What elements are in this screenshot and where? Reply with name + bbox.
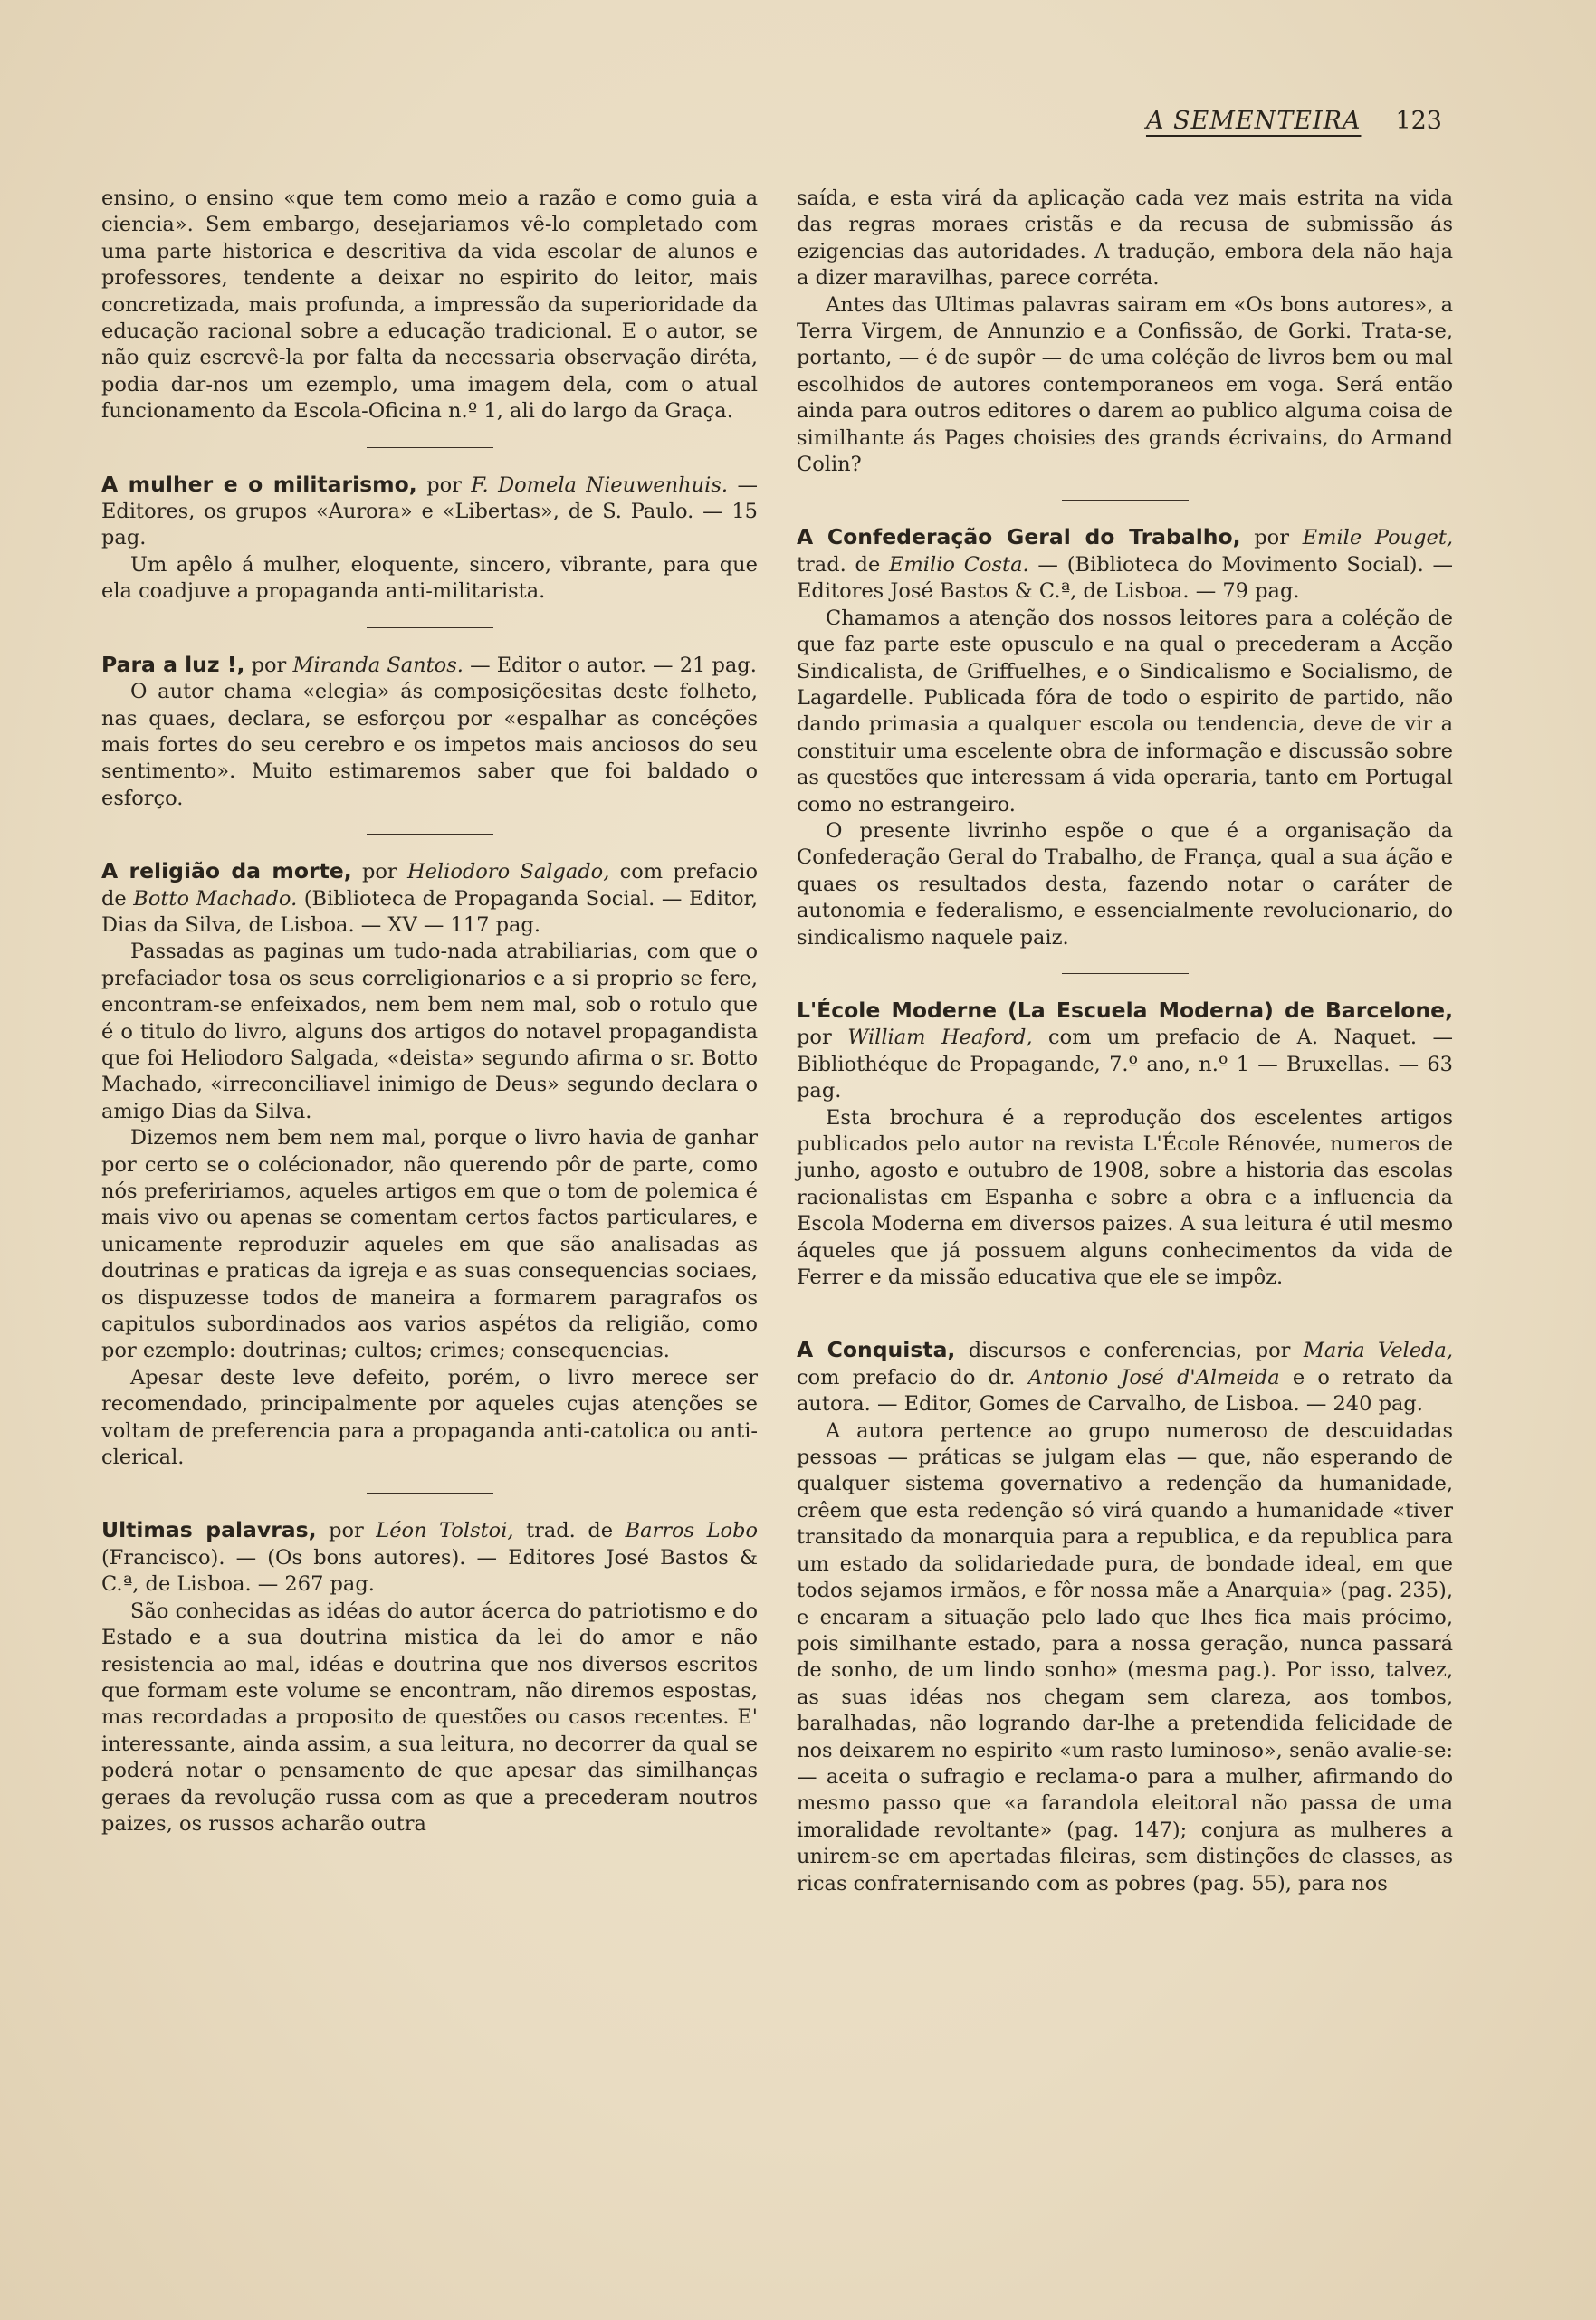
review-entry-ecole-moderne: [797, 998, 1453, 1291]
entry-heading: [101, 472, 758, 552]
entry-details-pre: com prefacio do dr.: [797, 1365, 1016, 1389]
entry-author: Miranda Santos.: [292, 653, 464, 677]
entry-title: Para a luz !,: [101, 651, 245, 677]
entry-title: A Conquista,: [797, 1337, 956, 1363]
entry-details: (Biblioteca de Propaganda Social. — Editor, Dias da Silva, de Lisboa. — XV — 117 pag.: [101, 886, 758, 937]
entry-by: por: [329, 1519, 364, 1543]
separator-rule: [367, 447, 493, 448]
entry-details: e o retrato da autora. — Editor, Gomes de Carvalho, de Lisboa. — 240 pag.: [797, 1365, 1454, 1417]
entry-paragraph: O presente livrinho espõe o que é a organisação da Confederação Geral do Trabalho, de França, qual a sua áção e quaes os resultados desta, fazendo notar o caráter de autonomia e federalismo, e essencialmente revolucionario, do sindicalismo naquele paiz.: [797, 818, 1453, 950]
entry-heading: [797, 1337, 1453, 1418]
entry-paragraph: Passadas as paginas um tudo-nada atrabiliarias, com que o prefaciador tosa os seus correligionarios e a si proprio se fere, encontram-se enfeixados, nem bem nem mal, sob o rotulo que é o titulo do livro, alguns dos artigos do notavel propagandista que foi Heliodoro Salgada, «deista» segundo afirma o sr. Botto Machado, «irreconciliavel inimigo de Deus» segundo declara o amigo Dias da Silva.: [101, 940, 758, 1123]
entry-paragraph: Dizemos nem bem nem mal, porque o livro havia de ganhar por certo se o colécionador, não querendo pôr de parte, como nós prefeririamos, aqueles artigos em que o tom de polemica é mais vivo ou apenas se comentam certos factos particulares, e unicamente reproduzir aqueles em que são analisadas as doutrinas e praticas da igreja e as suas consequencias sociaes, os dispuzesse todos de maneira a formarem paragrafos os capitulos subordinados aos varios aspétos da religião, como por ezemplo: doutrinas; cultos; crimes; consequencias.: [101, 1126, 758, 1363]
entry-heading: [797, 998, 1453, 1105]
entry-by: por: [426, 473, 462, 497]
separator-rule: [367, 1493, 493, 1494]
review-entry-religiao-da-morte: [101, 858, 758, 1471]
publication-title: A SEMENTEIRA: [1145, 107, 1362, 135]
opening-paragraph: saída, e esta virá da aplicação cada vez mais estrita na vida das regras moraes cristãs e da recusa de submissão ás ezigencias das autoridades. A tradução, embora dela não haja a dizer maravilhas, parece corréta.: [797, 186, 1453, 291]
entry-details-pre: trad. de: [526, 1519, 614, 1543]
left-column: [101, 186, 758, 1838]
entry-author-secondary: Antonio José d'Almeida: [1027, 1365, 1280, 1389]
entry-by: discursos e conferencias, por: [968, 1339, 1291, 1363]
review-entry-mulher-militarismo: [101, 472, 758, 606]
entry-details: (Francisco). — (Os bons autores). — Editores José Bastos & C.ª, de Lisboa. — 267 pag.: [101, 1545, 758, 1597]
entry-heading: [101, 858, 758, 939]
entry-paragraph: Chamamos a atenção dos nossos leitores para a coléção de que faz parte este opusculo e na qual o precederam a Acção Sindicalista, de Griffuelhes, e o Sindicalismo e Socialismo, de Lagardelle. Publicada fóra de todo o espirito de partido, não dando primasia a qualquer escola ou tendencia, deve de vir a constituir uma escelente obra de informação e discussão sobre as questões que interessam á vida operaria, tanto em Portugal como no estrangeiro.: [797, 606, 1453, 816]
entry-details: — Editor o autor. — 21 pag.: [470, 653, 757, 677]
entry-author: F. Domela Nieuwenhuis.: [471, 473, 729, 497]
entry-title: A religião da morte,: [101, 858, 352, 884]
right-column: [797, 186, 1453, 1897]
separator-rule: [1062, 500, 1189, 501]
opening-paragraph: Antes das Ultimas palavras sairam em «Os bons autores», a Terra Virgem, de Annunzio e a Confissão, de Gorki. Trata-se, portanto, — é de supôr — de uma coléção de livros bem ou mal escolhidos de autores contemporaneos em voga. Será então ainda para outros editores o darem ao publico alguma coisa de similhante ás Pages choisies des grands écrivains, do Armand Colin?: [797, 292, 1453, 477]
running-header: [1146, 107, 1442, 135]
entry-author: Emile Pouget,: [1302, 526, 1454, 550]
opening-paragraph: ensino, o ensino «que tem como meio a razão e como guia a ciencia». Sem embargo, desejariamos vê-lo completado com uma parte historica e descritiva da vida escolar de alunos e professores, tendente a deixar no espirito do leitor, mais concretizada, mais profunda, a impressão da superioridade da educação racional sobre a educação tradicional. E o autor, se não quiz escrevê-la por falta da necessaria observação diréta, podia dar-nos um ezemplo, uma imagem dela, com o atual funcionamento da Escola-Oficina n.º 1, ali do largo da Graça.: [101, 186, 758, 424]
separator-rule: [367, 834, 493, 835]
entry-by: por: [251, 653, 287, 677]
review-entry-confederacao-geral: [797, 524, 1453, 951]
entry-paragraph: Um apêlo á mulher, eloquente, sincero, vibrante, para que ela coadjuve a propaganda anti-militarista.: [101, 552, 758, 604]
entry-paragraph: Apesar deste leve defeito, porém, o livro merece ser recomendado, principalmente por aqueles cujas atenções se voltam de preferencia para a propaganda anti-catolica ou anti-clerical.: [101, 1365, 758, 1470]
entry-author-secondary: Emilio Costa.: [889, 552, 1029, 577]
entry-details: — Editores, os grupos «Aurora» e «Libertas», de S. Paulo. — 15 pag.: [101, 473, 759, 550]
entry-author: Léon Tolstoi,: [376, 1519, 514, 1543]
review-entry-ultimas-palavras: [101, 1517, 758, 1838]
entry-details-pre: com prefacio de: [101, 860, 758, 911]
entry-details: — (Biblioteca do Movimento Social). — Editores José Bastos & C.ª, de Lisboa. — 79 pag.: [797, 552, 1453, 604]
entry-title: L'École Moderne (La Escuela Moderna) de Barcelone,: [797, 997, 1453, 1023]
entry-by: por: [797, 1026, 832, 1050]
entry-paragraph: São conhecidas as idéas do autor ácerca do patriotismo e do Estado e a sua doutrina mistica da lei do amor e não resistencia ao mal, idéas e doutrina que nos diversos escritos que formam este volume se encontram, não diremos espostas, mas recordadas a proposito de questões ou casos recentes. E' interessante, ainda assim, a sua leitura, no decorrer da qual se poderá notar o pensamento de que apesar das similhanças geraes da revolução russa com as que a precederam noutros paizes, os russos acharão outra: [101, 1599, 758, 1836]
entry-author: William Heaford,: [847, 1026, 1033, 1050]
entry-by: por: [1254, 526, 1289, 550]
entry-author: Heliodoro Salgado,: [406, 860, 610, 884]
entry-by: por: [361, 860, 397, 884]
entry-author-secondary: Barros Lobo: [625, 1519, 759, 1543]
entry-paragraph: O autor chama «elegia» ás composiçõesitas deste folheto, nas quaes, declara, se esforçou por «espalhar as concéções mais fortes do seu cerebro e os impetos mais anciosos do seu sentimento». Muito estimaremos saber que foi baldado o esforço.: [101, 680, 758, 810]
entry-heading: [101, 652, 758, 679]
entry-paragraph: Esta brochura é a reprodução dos escelentes artigos publicados pelo autor na revista L'École Rénovée, numeros de junho, agosto e outubro de 1908, sobre a historia das escolas racionalistas em Espanha e sobre a obra e a influencia da Escola Moderna em diversos paizes. A sua leitura é util mesmo áqueles que já possuem alguns conhecimentos da vida de Ferrer e da missão educativa que ele se impôz.: [797, 1105, 1453, 1290]
entry-details-pre: trad. de: [797, 552, 881, 577]
entry-title: Ultimas palavras,: [101, 1517, 317, 1543]
review-entry-a-conquista: [797, 1337, 1453, 1897]
entry-author: Maria Veleda,: [1303, 1339, 1453, 1363]
entry-details: com um prefacio de A. Naquet. — Bibliothéque de Propagande, 7.º ano, n.º 1 — Bruxellas. — 63 pag.: [797, 1026, 1454, 1103]
entry-heading: [101, 1517, 758, 1598]
entry-paragraph: A autora pertence ao grupo numeroso de descuidadas pessoas — práticas se julgam elas — que, não esperando de qualquer sistema governativo a redenção da humanidade, crêem que esta redenção só virá quando a humanidade «tiver transitado da monarquia para a republica, e da republica para um estado da solidariedade pura, de bondade ideal, em que todos sejamos irmãos, e fôr nossa mãe a Anarquia» (pag. 235), e encaram a situação pelo lado que lhes fica mais prócimo, pois similhante estado, para a nossa geração, nunca passará de sonho, de um lindo sonho» (mesma pag.). Por isso, talvez, as suas idéas nos chegam sem clareza, aos tombos, baralhadas, não logrando dar-lhe a pretendida felicidade de nos deixarem no espirito «um rasto luminoso», senão avalie-se: — aceita o sufragio e reclama-o para a mulher, afirmando do mesmo passo que «a farandola eleitoral não passa de uma imoralidade revoltante» (pag. 147); conjura as mulheres a unirem-se em apertadas fileiras, sem distinções de classes, as ricas confraternisando com as pobres (pag. 55), para nos: [797, 1418, 1453, 1895]
entry-heading: [797, 524, 1453, 605]
separator-rule: [367, 627, 493, 628]
entry-title: A mulher e o militarismo,: [101, 471, 417, 497]
review-entry-para-a-luz: [101, 652, 758, 812]
separator-rule: [1062, 973, 1189, 974]
entry-author-secondary: Botto Machado.: [133, 886, 298, 911]
entry-title: A Confederação Geral do Trabalho,: [797, 524, 1241, 550]
page-number: 123: [1395, 107, 1442, 135]
